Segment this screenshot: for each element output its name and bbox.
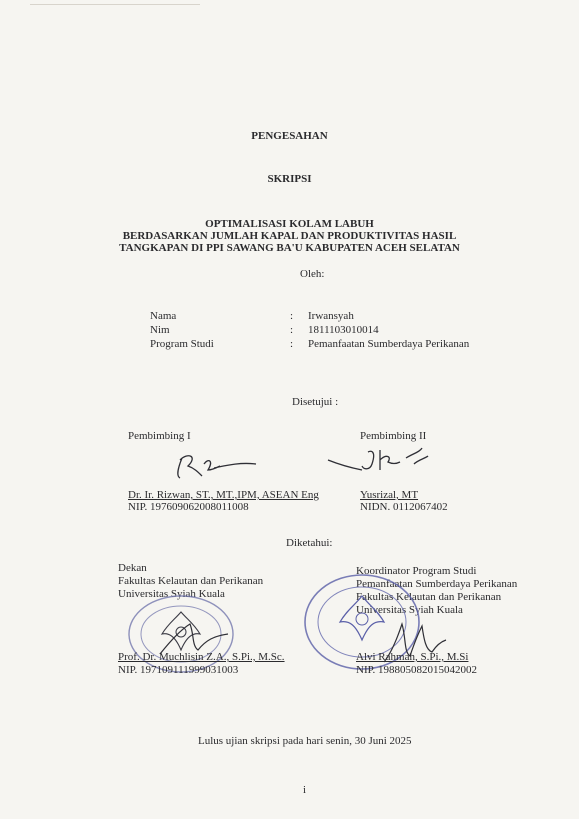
identity-label-name: Nama xyxy=(150,310,177,322)
identity-sep-name: : xyxy=(290,310,294,322)
by-label: Oleh: xyxy=(300,268,325,280)
dean-title-line-2: Fakultas Kelautan dan Perikanan xyxy=(118,575,264,587)
coordinator-title-line-3: Fakultas Kelautan dan Perikanan xyxy=(356,591,502,603)
identity-label-nim: Nim xyxy=(150,324,170,336)
acknowledged-label: Diketahui: xyxy=(286,537,333,549)
supervisor1-role: Pembimbing I xyxy=(128,430,191,442)
identity-sep-nim: : xyxy=(290,324,294,336)
dean-id: NIP. 197109111999031003 xyxy=(118,664,239,676)
supervisor1-name: Dr. Ir. Rizwan, ST., MT.,IPM, ASEAN Eng xyxy=(128,489,319,501)
coordinator-title-line-1: Koordinator Program Studi xyxy=(356,565,477,577)
document-type: SKRIPSI xyxy=(267,173,312,185)
thesis-title-line-3: TANGKAPAN DI PPI SAWANG BA'U KABUPATEN ACEH SELATAN xyxy=(119,242,460,254)
supervisor2-name: Yusrizal, MT xyxy=(360,489,419,501)
coordinator-title-line-4: Universitas Syiah Kuala xyxy=(356,604,463,616)
dean-title-line-3: Universitas Syiah Kuala xyxy=(118,588,225,600)
identity-value-program: Pemanfaatan Sumberdaya Perikanan xyxy=(308,338,470,350)
heading: PENGESAHAN xyxy=(251,130,328,142)
supervisor2-signature xyxy=(328,440,438,480)
dean-title-line-1: Dekan xyxy=(118,562,147,574)
thesis-title-line-2: BERDASARKAN JUMLAH KAPAL DAN PRODUKTIVITAS HASIL xyxy=(122,230,457,242)
supervisor1-signature xyxy=(168,448,268,484)
identity-label-program: Program Studi xyxy=(150,338,214,350)
identity-value-nim: 1811103010014 xyxy=(308,324,379,336)
supervisor2-id: NIDN. 0112067402 xyxy=(360,501,448,513)
scan-edge-line xyxy=(30,4,200,5)
identity-value-name: Irwansyah xyxy=(308,310,354,322)
dean-name: Prof. Dr. Muchlisin Z.A., S.Pi., M.Sc. xyxy=(118,651,285,663)
coordinator-id: NIP. 198805082015042002 xyxy=(356,664,478,676)
page-number: i xyxy=(303,784,307,796)
supervisor2-role: Pembimbing II xyxy=(360,430,427,442)
thesis-title-line-1: OPTIMALISASI KOLAM LABUH xyxy=(205,218,374,230)
coordinator-title-line-2: Pemanfaatan Sumberdaya Perikanan xyxy=(356,578,518,590)
supervisor1-id: NIP. 197609062008011008 xyxy=(128,501,249,513)
exam-note: Lulus ujian skripsi pada hari senin, 30 Juni 2025 xyxy=(198,735,412,747)
approved-label: Disetujui : xyxy=(292,396,339,408)
identity-sep-program: : xyxy=(290,338,294,350)
coordinator-name: Alvi Rahmah, S.Pi., M.Si xyxy=(356,651,469,663)
